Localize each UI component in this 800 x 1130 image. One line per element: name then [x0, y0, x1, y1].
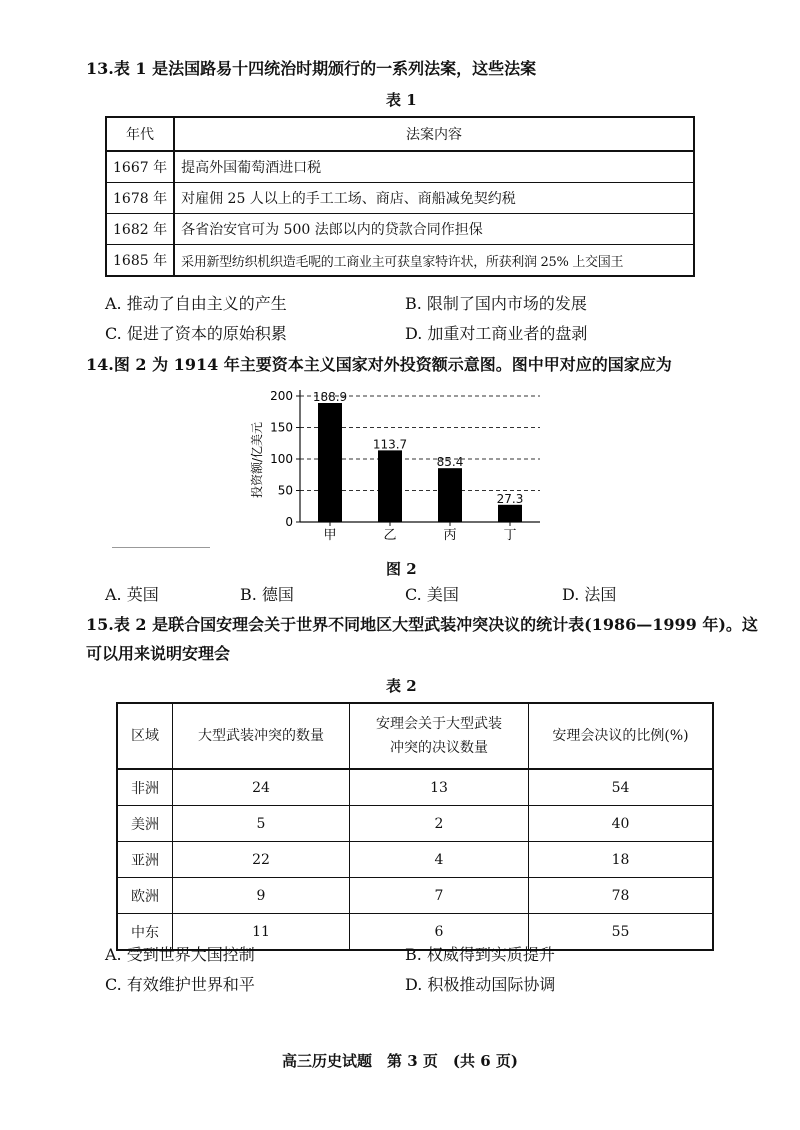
table1-header-year: 年代	[106, 117, 174, 151]
table2-resolutions: 6	[350, 914, 529, 951]
chart-value-label: 27.3	[496, 491, 524, 506]
table2-region: 中东	[117, 914, 173, 951]
table2-region: 欧洲	[117, 878, 173, 914]
table-row	[106, 214, 694, 245]
table2-conflicts: 9	[173, 878, 350, 914]
table2-conflicts: 11	[173, 914, 350, 951]
table2-header-resolutions	[350, 703, 529, 769]
table-row	[106, 183, 694, 214]
chart-bar	[438, 468, 462, 522]
q15-stem-line2: 可以用来说明安理会	[86, 644, 231, 663]
table2-ratio: 40	[529, 806, 714, 842]
divider	[112, 547, 210, 548]
q13-option-a[interactable]: A. 推动了自由主义的产生	[105, 294, 287, 313]
q15-option-a[interactable]: A. 受到世界大国控制	[105, 945, 255, 964]
table1-year: 1682 年	[106, 214, 174, 245]
table-row	[117, 842, 713, 878]
q14-stem: 14.图 2 为 1914 年主要资本主义国家对外投资额示意图。图中甲对应的国家应为	[86, 355, 672, 374]
table2-region: 非洲	[117, 769, 173, 806]
table1-content: 采用新型纺织机织造毛呢的工商业主可获皇家特许状，所获利润 25% 上交国王	[174, 245, 694, 277]
table-row	[117, 878, 713, 914]
chart-y-tick-label: 0	[285, 515, 293, 529]
chart-y-tick-label: 50	[277, 483, 293, 498]
chart-value-label: 85.4	[436, 455, 464, 470]
table2-ratio: 54	[529, 769, 714, 806]
table2-region: 美洲	[117, 806, 173, 842]
chart-value-label: 113.7	[372, 437, 408, 452]
table1	[105, 116, 695, 277]
table2-header-resolutions-line2: 冲突的决议数量	[390, 740, 488, 756]
table2-ratio: 55	[529, 914, 714, 951]
table2-conflicts: 24	[173, 769, 350, 806]
q13-option-d[interactable]: D. 加重对工商业者的盘剥	[405, 324, 588, 343]
chart-value-label: 188.9	[312, 389, 348, 404]
q15-option-c[interactable]: C. 有效维护世界和平	[105, 975, 255, 994]
q13-option-c[interactable]: C. 促进了资本的原始积累	[105, 324, 287, 343]
table2-ratio: 78	[529, 878, 714, 914]
table2-ratio: 18	[529, 842, 714, 878]
chart-x-tick-label: 丙	[443, 528, 457, 543]
chart-value-labels	[313, 390, 524, 506]
chart-y-ticks	[270, 389, 300, 529]
bar-chart	[240, 384, 560, 544]
chart-x-tick-label: 丁	[503, 528, 517, 543]
chart-bar	[498, 505, 522, 522]
chart-bars	[318, 403, 522, 522]
figure2-caption: 图 2	[386, 560, 417, 578]
chart-y-tick-label: 150	[270, 420, 293, 435]
table-row	[117, 769, 713, 806]
table-row	[106, 151, 694, 183]
table1-year: 1685 年	[106, 245, 174, 277]
q15-option-b[interactable]: B. 权威得到实质提升	[405, 945, 555, 964]
table2-header-row	[117, 703, 713, 769]
q14-option-b[interactable]: B. 德国	[240, 585, 294, 604]
table1-content: 对雇佣 25 人以上的手工工场、商店、商船减免契约税	[174, 183, 694, 214]
table2	[116, 702, 714, 951]
page-footer: 高三历史试题 第 3 页 (共 6 页)	[282, 1052, 518, 1070]
table2-header-ratio: 安理会决议的比例(%)	[529, 703, 714, 769]
chart-x-tick-label: 乙	[383, 528, 397, 543]
table2-resolutions: 4	[350, 842, 529, 878]
q13-stem: 13.表 1 是法国路易十四统治时期颁行的一系列法案，这些法案	[86, 59, 537, 78]
q14-option-d[interactable]: D. 法国	[562, 585, 617, 604]
table2-header-conflicts: 大型武装冲突的数量	[173, 703, 350, 769]
table2-resolutions: 13	[350, 769, 529, 806]
chart-bar	[378, 450, 402, 522]
table2-resolutions: 7	[350, 878, 529, 914]
table-row	[117, 806, 713, 842]
q13-option-b[interactable]: B. 限制了国内市场的发展	[405, 294, 587, 313]
chart-y-tick-label: 100	[270, 452, 293, 466]
chart-y-tick-label: 200	[270, 389, 293, 403]
table1-header-content: 法案内容	[174, 117, 694, 151]
table1-content: 各省治安官可为 500 法郎以内的贷款合同作担保	[174, 214, 694, 245]
table2-conflicts: 22	[173, 842, 350, 878]
table1-year: 1678 年	[106, 183, 174, 214]
chart-x-tick-label: 甲	[323, 528, 337, 543]
table1-content: 提高外国葡萄酒进口税	[174, 151, 694, 183]
table1-caption: 表 1	[386, 91, 417, 109]
table-row	[106, 245, 694, 277]
chart-y-axis-label: 投资额/亿美元	[250, 421, 264, 499]
table2-region: 亚洲	[117, 842, 173, 878]
q14-option-c[interactable]: C. 美国	[405, 585, 459, 604]
table2-caption: 表 2	[386, 677, 417, 695]
table2-resolutions: 2	[350, 806, 529, 842]
q15-stem-line1: 15.表 2 是联合国安理会关于世界不同地区大型武装冲突决议的统计表(1986—1999 年)。这	[86, 615, 758, 634]
table2-header-region: 区域	[117, 703, 173, 769]
q15-option-d[interactable]: D. 积极推动国际协调	[405, 975, 556, 994]
table1-year: 1667 年	[106, 151, 174, 183]
table1-header-row	[106, 117, 694, 151]
chart-x-ticks	[323, 522, 516, 543]
table2-header-resolutions-line1: 安理会关于大型武装	[376, 716, 502, 732]
chart-bar	[318, 403, 342, 522]
q14-option-a[interactable]: A. 英国	[105, 585, 159, 604]
table2-conflicts: 5	[173, 806, 350, 842]
